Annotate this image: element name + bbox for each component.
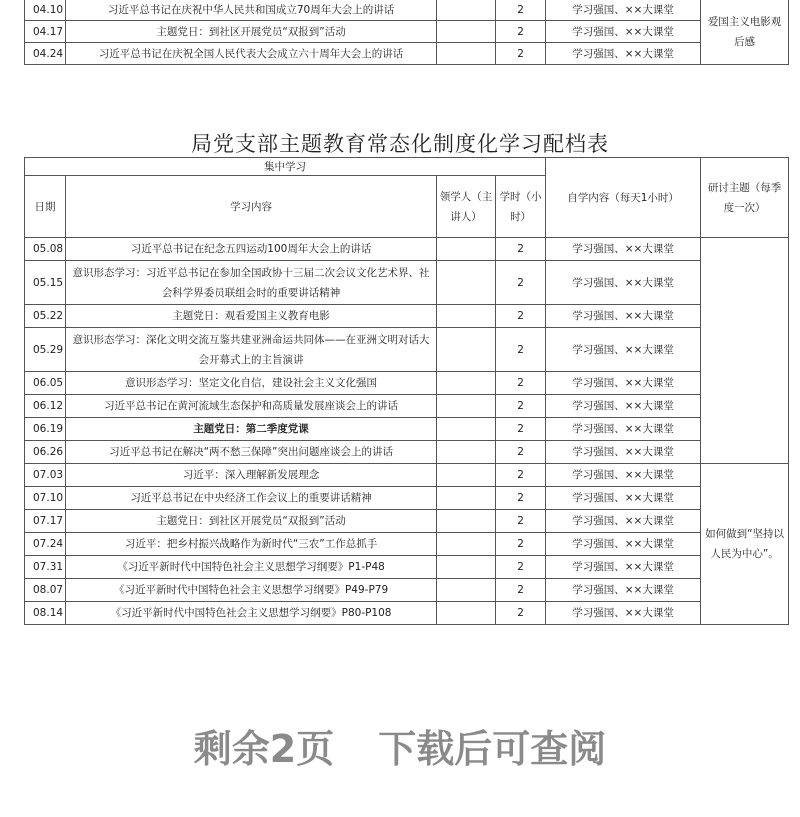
content-cell: 意识形态学习：深化文明交流互鉴共建亚洲命运共同体——在亚洲文明对话大会开幕式上的主旨演讲 bbox=[66, 328, 437, 372]
date-cell: 04.10 bbox=[25, 0, 66, 21]
table-row bbox=[25, 261, 789, 305]
table-row bbox=[25, 602, 789, 625]
self-study-cell: 学习强国、××大课堂 bbox=[546, 602, 701, 625]
date-cell: 07.31 bbox=[25, 556, 66, 579]
date-cell: 07.10 bbox=[25, 487, 66, 510]
self-study-cell: 学习强国、××大课堂 bbox=[546, 441, 701, 464]
date-cell: 05.22 bbox=[25, 305, 66, 328]
study-schedule-table bbox=[24, 157, 789, 625]
hours-cell: 2 bbox=[496, 0, 546, 21]
table-row bbox=[25, 533, 789, 556]
content-cell: 习近平总书记在庆祝中华人民共和国成立70周年大会上的讲话 bbox=[66, 0, 437, 21]
content-cell: 主题党日：观看爱国主义教育电影 bbox=[66, 305, 437, 328]
hours-cell: 2 bbox=[496, 43, 546, 65]
date-cell: 07.03 bbox=[25, 464, 66, 487]
date-cell: 04.17 bbox=[25, 21, 66, 43]
content-cell: 《习近平新时代中国特色社会主义思想学习纲要》P49-P79 bbox=[66, 579, 437, 602]
hours-cell: 2 bbox=[496, 556, 546, 579]
leader-cell bbox=[437, 602, 496, 625]
self-study-cell: 学习强国、××大课堂 bbox=[546, 510, 701, 533]
table-row bbox=[25, 43, 789, 65]
table-row bbox=[25, 238, 789, 261]
content-cell: 习近平总书记在纪念五四运动100周年大会上的讲话 bbox=[66, 238, 437, 261]
header-topic: 研讨主题（每季度一次） bbox=[701, 158, 789, 238]
table-row bbox=[25, 418, 789, 441]
date-cell: 05.08 bbox=[25, 238, 66, 261]
content-cell: 《习近平新时代中国特色社会主义思想学习纲要》P1-P48 bbox=[66, 556, 437, 579]
date-cell: 05.29 bbox=[25, 328, 66, 372]
self-study-cell: 学习强国、××大课堂 bbox=[546, 579, 701, 602]
table-row bbox=[25, 487, 789, 510]
self-study-cell: 学习强国、××大课堂 bbox=[546, 372, 701, 395]
hours-cell: 2 bbox=[496, 328, 546, 372]
leader-cell bbox=[437, 395, 496, 418]
self-study-cell: 学习强国、××大课堂 bbox=[546, 238, 701, 261]
table-row bbox=[25, 0, 789, 21]
download-notice[interactable] bbox=[0, 718, 800, 773]
content-cell: 主题党日：到社区开展党员“双报到”活动 bbox=[66, 510, 437, 533]
date-cell: 05.15 bbox=[25, 261, 66, 305]
table-row bbox=[25, 441, 789, 464]
hours-cell: 2 bbox=[496, 418, 546, 441]
hours-cell: 2 bbox=[496, 441, 546, 464]
table-row bbox=[25, 328, 789, 372]
self-study-cell: 学习强国、××大课堂 bbox=[546, 395, 701, 418]
header-leader: 领学人（主讲人） bbox=[437, 176, 496, 238]
table-row bbox=[25, 395, 789, 418]
table-row bbox=[25, 21, 789, 43]
content-cell: 习近平：深入理解新发展理念 bbox=[66, 464, 437, 487]
hours-cell: 2 bbox=[496, 533, 546, 556]
content-cell: 意识形态学习：习近平总书记在参加全国政协十三届二次会议文化艺术界、社会科学界委员联组会时的重要讲话精神 bbox=[66, 261, 437, 305]
hours-cell: 2 bbox=[496, 395, 546, 418]
date-cell: 06.26 bbox=[25, 441, 66, 464]
table-row bbox=[25, 510, 789, 533]
hours-cell: 2 bbox=[496, 579, 546, 602]
leader-cell bbox=[437, 556, 496, 579]
self-study-cell: 学习强国、××大课堂 bbox=[546, 418, 701, 441]
hours-cell: 2 bbox=[496, 510, 546, 533]
self-study-cell: 学习强国、××大课堂 bbox=[546, 533, 701, 556]
self-study-cell: 学习强国、××大课堂 bbox=[546, 305, 701, 328]
date-cell: 06.05 bbox=[25, 372, 66, 395]
previous-schedule-table bbox=[24, 0, 789, 65]
content-cell: 习近平总书记在解决“两不愁三保障”突出问题座谈会上的讲话 bbox=[66, 441, 437, 464]
discussion-topic-cell: 如何做到“坚持以人民为中心”。 bbox=[701, 464, 789, 625]
hours-cell: 2 bbox=[496, 464, 546, 487]
leader-cell bbox=[437, 533, 496, 556]
discussion-topic-cell bbox=[701, 238, 789, 464]
hours-cell: 2 bbox=[496, 487, 546, 510]
page-title: 局党支部主题教育常态化制度化学习配档表 bbox=[191, 132, 609, 156]
leader-cell bbox=[437, 418, 496, 441]
leader-cell bbox=[437, 328, 496, 372]
hours-cell: 2 bbox=[496, 21, 546, 43]
table-row bbox=[25, 556, 789, 579]
content-cell: 习近平：把乡村振兴战略作为新时代“三农”工作总抓手 bbox=[66, 533, 437, 556]
date-cell: 08.07 bbox=[25, 579, 66, 602]
date-cell: 06.19 bbox=[25, 418, 66, 441]
header-content: 学习内容 bbox=[66, 176, 437, 238]
hours-cell: 2 bbox=[496, 602, 546, 625]
leader-cell bbox=[437, 0, 496, 21]
table-row bbox=[25, 372, 789, 395]
remaining-pages: 剩余2页 bbox=[193, 727, 335, 771]
date-cell: 04.24 bbox=[25, 43, 66, 65]
content-cell: 主题党日：到社区开展党员“双报到”活动 bbox=[66, 21, 437, 43]
self-study-cell: 学习强国、××大课堂 bbox=[546, 0, 701, 21]
leader-cell bbox=[437, 261, 496, 305]
self-study-cell: 学习强国、××大课堂 bbox=[546, 261, 701, 305]
leader-cell bbox=[437, 372, 496, 395]
header-self: 自学内容（每天1小时） bbox=[546, 158, 701, 238]
leader-cell bbox=[437, 487, 496, 510]
content-cell: 《习近平新时代中国特色社会主义思想学习纲要》P80-P108 bbox=[66, 602, 437, 625]
self-study-cell: 学习强国、××大课堂 bbox=[546, 328, 701, 372]
self-study-cell: 学习强国、××大课堂 bbox=[546, 556, 701, 579]
content-cell: 习近平总书记在庆祝全国人民代表大会成立六十周年大会上的讲话 bbox=[66, 43, 437, 65]
leader-cell bbox=[437, 305, 496, 328]
leader-cell bbox=[437, 238, 496, 261]
leader-cell bbox=[437, 464, 496, 487]
leader-cell bbox=[437, 441, 496, 464]
leader-cell bbox=[437, 510, 496, 533]
header-group: 集中学习 bbox=[25, 158, 546, 176]
content-cell: 习近平总书记在中央经济工作会议上的重要讲话精神 bbox=[66, 487, 437, 510]
self-study-cell: 学习强国、××大课堂 bbox=[546, 21, 701, 43]
hours-cell: 2 bbox=[496, 305, 546, 328]
hours-cell: 2 bbox=[496, 372, 546, 395]
table-row bbox=[25, 305, 789, 328]
hours-cell: 2 bbox=[496, 238, 546, 261]
date-cell: 08.14 bbox=[25, 602, 66, 625]
hours-cell: 2 bbox=[496, 261, 546, 305]
content-cell: 主题党日：第二季度党课 bbox=[66, 418, 437, 441]
leader-cell bbox=[437, 579, 496, 602]
leader-cell bbox=[437, 21, 496, 43]
content-cell: 意识形态学习：坚定文化自信，建设社会主义文化强国 bbox=[66, 372, 437, 395]
content-cell: 习近平总书记在黄河流域生态保护和高质量发展座谈会上的讲话 bbox=[66, 395, 437, 418]
table-row bbox=[25, 579, 789, 602]
leader-cell bbox=[437, 43, 496, 65]
download-hint: 下载后可查阅 bbox=[378, 727, 607, 771]
header-date: 日期 bbox=[25, 176, 66, 238]
self-study-cell: 学习强国、××大课堂 bbox=[546, 487, 701, 510]
table-row bbox=[25, 464, 789, 487]
self-study-cell: 学习强国、××大课堂 bbox=[546, 43, 701, 65]
date-cell: 07.24 bbox=[25, 533, 66, 556]
header-hours: 学时（小时） bbox=[496, 176, 546, 238]
date-cell: 07.17 bbox=[25, 510, 66, 533]
discussion-topic-cell: 爱国主义电影观后感 bbox=[701, 0, 789, 65]
date-cell: 06.12 bbox=[25, 395, 66, 418]
self-study-cell: 学习强国、××大课堂 bbox=[546, 464, 701, 487]
